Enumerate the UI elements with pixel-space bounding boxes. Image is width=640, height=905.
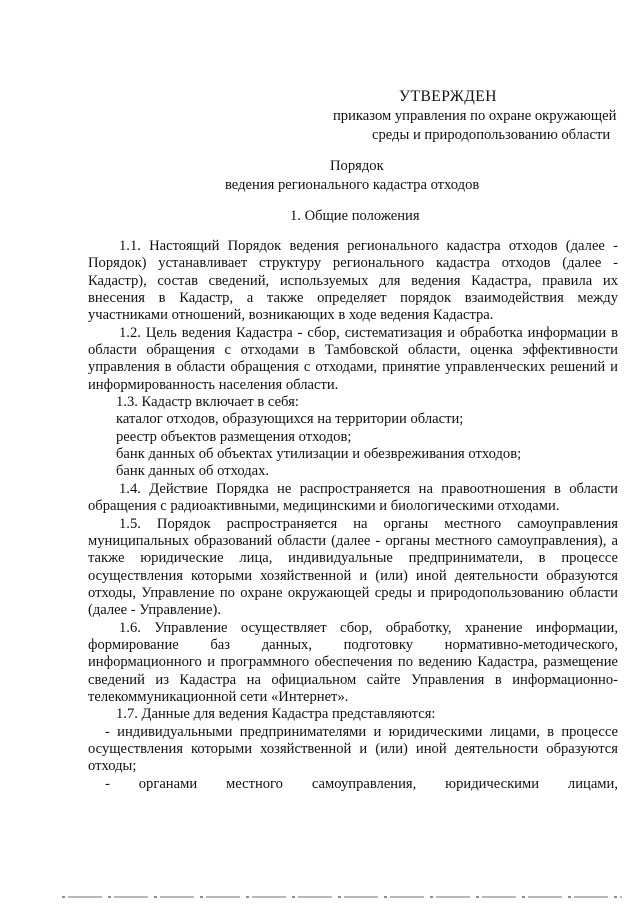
section-heading: 1. Общие положения: [290, 208, 420, 224]
approved-order-line-2: среды и природопользованию области: [372, 127, 611, 143]
document-body: [88, 238, 618, 793]
list-item-local-authorities: - органами местного самоуправления, юридическими лицами,: [105, 775, 618, 792]
paragraph-1-7: 1.7. Данные для ведения Кадастра представляются:: [116, 706, 436, 723]
paragraph-1-3: 1.3. Кадастр включает в себя:: [116, 394, 299, 411]
paragraph-1-6: 1.6. Управление осуществляет сбор, обработку, хранение информации, формирование баз данных, подготовку нормативно-методического, информационного и программного обеспечения по ведению Кадастра, размещение сведений из Кадастра на официальном сайте Управления в информационно-телекоммуникационной сети «Интернет».: [88, 619, 618, 705]
list-item-entrepreneurs: - индивидуальными предпринимателями и юридическими лицами, в процессе осуществления которыми хозяйственной и (или) иной деятельности образуются отходы;: [88, 723, 618, 775]
paragraph-1-5: 1.5. Порядок распространяется на органы местного самоуправления муниципальных образований области (далее - органы местного самоуправления), а также юридические лица, индивидуальные предприниматели, в процессе осуществления которыми хозяйственной и (или) иной деятельности образуются отходы, Управление по охране окружающей среды и природопользованию области (далее - Управление).: [88, 515, 618, 619]
title-line-2: ведения регионального кадастра отходов: [225, 177, 480, 193]
list-item-catalog: каталог отходов, образующихся на территории области;: [116, 411, 464, 428]
approved-heading: УТВЕРЖДЕН: [399, 88, 497, 105]
scan-footer-line: [62, 896, 622, 898]
approved-order-line-1: приказом управления по охране окружающей: [333, 108, 617, 124]
list-item-databank-objects: банк данных об объектах утилизации и обезвреживания отходов;: [116, 446, 522, 463]
title-line-1: Порядок: [330, 158, 384, 174]
paragraph-1-4: 1.4. Действие Порядка не распространяется на правоотношения в области обращения с радиоактивными, медицинскими и биологическими отходами.: [88, 480, 618, 515]
paragraph-1-1: 1.1. Настоящий Порядок ведения регионального кадастра отходов (далее - Порядок) устанавливает структуру регионального кадастра отходов (далее - Кадастр), состав сведений, используемых для ведения Кадастра, правила их внесения в Кадастр, а также определяет порядок взаимодействия между участниками отношений, возникающих в ходе ведения Кадастра.: [88, 238, 618, 324]
list-item-registry: реестр объектов размещения отходов;: [116, 428, 352, 445]
list-item-databank-waste: банк данных об отходах.: [116, 463, 270, 480]
paragraph-1-2: 1.2. Цель ведения Кадастра - сбор, систематизация и обработка информации в области обращения с отходами в Тамбовской области, оценка эффективности управления в области обращения с отходами, принятие управленческих решений и информированность населения области.: [88, 324, 618, 393]
